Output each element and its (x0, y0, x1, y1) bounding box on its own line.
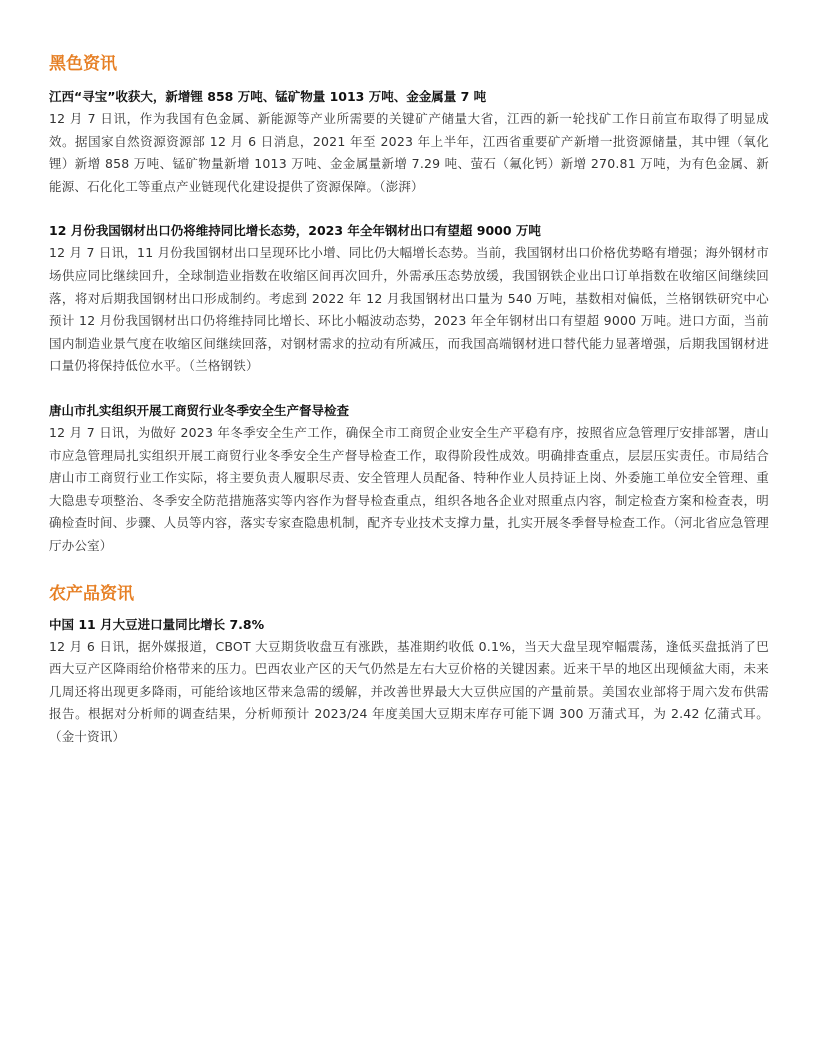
article-body: 12 月 7 日讯，11 月份我国钢材出口呈现环比小增、同比仍大幅增长态势。当前，我国钢材出口价格优势略有增强；海外钢材市场供应同比继续回升，全球制造业指数在收缩区间再次回升，外需承压态势放缓，我国钢铁企业出口订单指数在收缩区间继续回落，将对后期我国钢材出口形成制约。考虑到 2022 年 12 月我国钢材出口量为 540 万吨，基数相对偏低，兰格钢铁研究中心预计 12 月份我国钢材出口仍将维持同比增长、环比小幅波动态势，2023 年全年钢材出口有望超 9000 万吨。进口方面，当前国内制造业景气度在收缩区间继续回落，对钢材需求的拉动有所减压，而我国高端钢材进口替代能力显著增强，后期我国钢材进口量仍将保持低位水平。（兰格钢铁） (49, 245, 769, 374)
article-title: 唐山市扎实组织开展工商贸行业冬季安全生产督导检查 (49, 402, 350, 418)
article-title: 中国 11 月大豆进口量同比增长 7.8% (49, 616, 265, 632)
article-soybean-imports (49, 614, 769, 749)
document-page (49, 52, 769, 748)
section-heading-ferrous: 黑色资讯 (49, 54, 117, 74)
article-steel-exports (49, 220, 769, 378)
article-body: 12 月 7 日讯，作为我国有色金属、新能源等产业所需要的关键矿产储量大省，江西的新一轮找矿工作日前宣布取得了明显成效。据国家自然资源资源部 12 月 6 日消息，2021 年至 2023 年上半年，江西省重要矿产新增一批资源储量，其中锂（氧化锂）新增 858 万吨、锰矿物量新增 1013 万吨、金金属量新增 7.29 吨、萤石（氟化钙）新增 270.81 万吨，为有色金属、新能源、石化化工等重点产业链现代化建设提供了资源保障。（澎湃） (49, 111, 769, 194)
article-tangshan-safety (49, 400, 769, 558)
article-title: 江西“寻宝”收获大，新增锂 858 万吨、锰矿物量 1013 万吨、金金属量 7 吨 (49, 89, 487, 104)
section-heading-agriculture: 农产品资讯 (49, 583, 134, 604)
article-jiangxi-minerals (49, 86, 769, 198)
article-title: 12 月份我国钢材出口仍将维持同比增长态势，2023 年全年钢材出口有望超 9000 万吨 (49, 223, 541, 239)
article-body: 12 月 6 日讯，据外媒报道，CBOT 大豆期货收盘互有涨跌，基准期约收低 0.1%，当天大盘呈现窄幅震荡，逢低买盘抵消了巴西大豆产区降雨给价格带来的压力。巴西农业产区的天气仍然是左右大豆价格的关键因素。近来干旱的地区出现倾盆大雨，未来几周还将出现更多降雨，可能给该地区带来急需的缓解，并改善世界最大大豆供应国的产量前景。美国农业部将于周六发布供需报告。根据对分析师的调查结果，分析师预计 2023/24 年度美国大豆期末库存可能下调 300 万蒲式耳，为 2.42 亿蒲式耳。（金十资讯） (49, 638, 769, 744)
article-body: 12 月 7 日讯，为做好 2023 年冬季安全生产工作，确保全市工商贸企业安全生产平稳有序，按照省应急管理厅安排部署，唐山市应急管理局扎实组织开展工商贸行业冬季安全生产督导检查工作，取得阶段性成效。明确排查重点，层层压实责任。市局结合唐山市工商贸行业工作实际，将主要负责人履职尽责、安全管理人员配备、特种作业人员持证上岗、外委施工单位安全管理、重大隐患专项整治、冬季安全防范措施落实等内容作为督导检查重点，组织各地各企业对照重点内容，制定检查方案和检查表，明确检查时间、步骤、人员等内容，落实专家查隐患机制，配齐专业技术支撑力量，扎实开展冬季督导检查工作。（河北省应急管理厅办公室） (49, 424, 769, 553)
